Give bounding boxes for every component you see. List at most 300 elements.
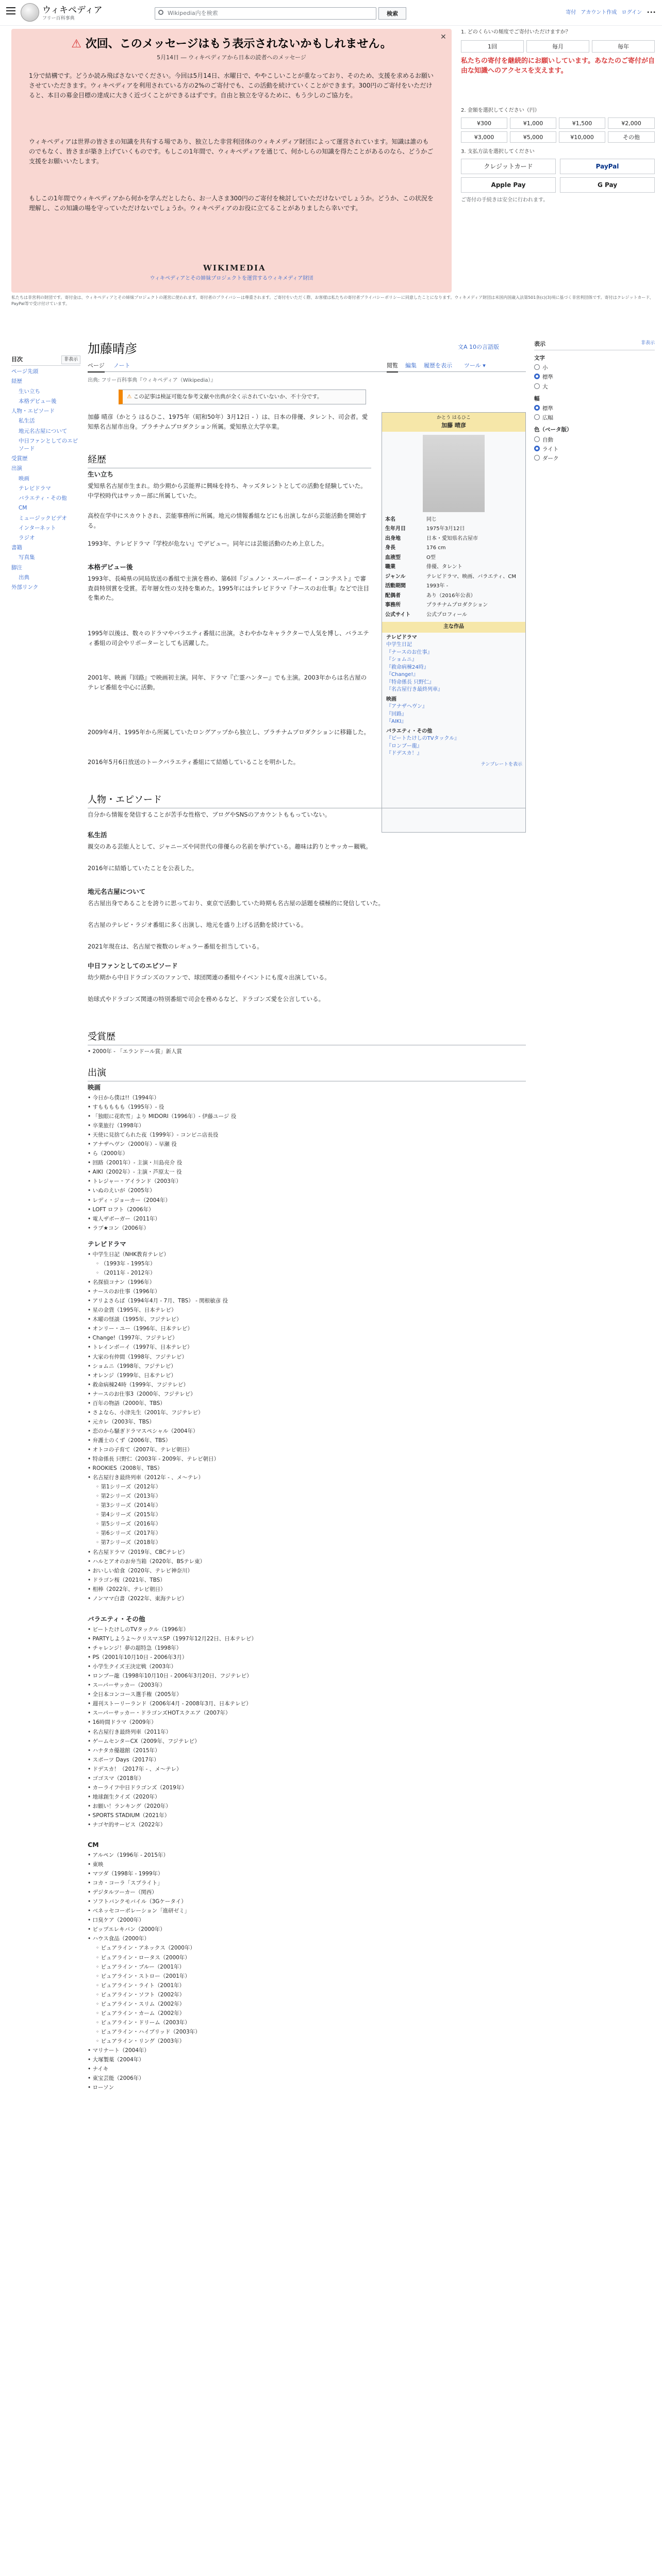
list-item[interactable]: • 名古屋ドラマ（2019年、CBCテレビ） — [88, 1548, 526, 1557]
toc-item[interactable]: ミュージックビデオ — [19, 515, 67, 521]
list-item[interactable]: • レディ・ジョーカー（2004年） — [88, 1196, 526, 1205]
portrait-image[interactable] — [423, 435, 485, 512]
site-header — [0, 0, 662, 26]
infobox-key: 生年月日 — [385, 526, 406, 532]
paragraph: 幼少期から中日ドラゴンズのファンで、球団関連の番組やイベントにも度々出演している。 — [88, 974, 330, 981]
infobox-key: ジャンル — [385, 573, 406, 580]
list-item[interactable]: ◦ ピュアライン・ロータス（2000年） — [88, 1953, 526, 1962]
paragraph: 2016年に結婚していたことを公表した。 — [88, 865, 198, 872]
more-icon[interactable]: ••• — [647, 10, 656, 15]
heading-career: 経歴 — [88, 453, 371, 468]
infobox-row — [382, 582, 525, 591]
works-variety-list — [386, 735, 521, 758]
list-item[interactable]: • LOFT ロフト（2006年） — [88, 1205, 526, 1214]
list-item[interactable]: • ハルとアオのお弁当箱（2020年、BSテレ東） — [88, 1557, 526, 1566]
list-item[interactable]: • ナースのお仕事3（2000年、フジテレビ） — [88, 1389, 526, 1399]
drama-list — [88, 1250, 526, 1603]
amount-question: 2. 金額を選択してください（円） — [461, 108, 540, 113]
infobox — [382, 412, 526, 833]
list-item[interactable]: ◦ （1993年 - 1995年） — [88, 1259, 526, 1268]
pay-paypal-button[interactable]: PayPal — [560, 159, 655, 174]
amount-5000[interactable]: ¥5,000 — [510, 131, 556, 143]
list-item[interactable]: ◦ ピュアライン・ストロー（2001年） — [88, 1972, 526, 1981]
work-item[interactable]: 『回路』 — [386, 711, 407, 717]
appearance-header — [534, 340, 655, 350]
list-item[interactable]: • ナゴヤ的サービス（2022年） — [88, 1820, 526, 1829]
infobox-value: O型 — [426, 554, 436, 561]
list-item[interactable]: • ドラゴン桜（2021年、TBS） — [88, 1575, 526, 1585]
list-item[interactable]: ◦ ピュアライン・ブルー（2001年） — [88, 1962, 526, 1972]
infobox-row — [382, 601, 525, 611]
page-tabs — [88, 361, 526, 372]
tab-edit[interactable]: 編集 — [405, 362, 417, 369]
lead-paragraph: 加藤 晴彦（かとう はるひこ、1975年（昭和50年）3月12日 - ）は、日本の俳優、タレント、司会者。愛知県名古屋市出身。プラチナムプロダクション所属。愛知県立大学卒業。 — [88, 413, 368, 430]
toc-item[interactable]: 人物・エピソード — [11, 408, 55, 415]
toc-item[interactable]: 経歴 — [11, 378, 22, 385]
list-item[interactable]: ◦ ピュアライン・ライト（2001年） — [88, 1981, 526, 1990]
toc-item[interactable]: 脚注 — [11, 564, 22, 571]
infobox-value: あり（2016年公表） — [426, 592, 476, 599]
list-item[interactable]: • オンリー・ユー（1996年、日本テレビ） — [88, 1324, 526, 1333]
paragraph: 名古屋のテレビ・ラジオ番組に多く出演し、地元を盛り上げる活動を続けている。 — [88, 921, 307, 928]
amount-1500[interactable]: ¥1,500 — [559, 117, 605, 129]
list-item[interactable]: • ノンママ白書（2022年、東海テレビ） — [88, 1594, 526, 1603]
search-input[interactable]: Wikipedia内を検索 — [155, 7, 376, 20]
work-item[interactable]: 『Change!』 — [386, 672, 419, 678]
create-account-link[interactable]: アカウント作成 — [581, 10, 617, 15]
amount-1000[interactable]: ¥1,000 — [510, 117, 556, 129]
list-item[interactable]: ◦ 第5シリーズ（2016年） — [88, 1519, 526, 1529]
works-tv-list — [386, 641, 521, 694]
paragraph: 高校在学中にスカウトされ、芸能事務所に所属。地元の情報番組などにも出演しながら芸能活動を開始する。 — [88, 512, 367, 529]
infobox-name: 加藤 晴彦 — [441, 422, 466, 429]
tab-page[interactable]: ページ — [88, 362, 105, 372]
list-item[interactable]: ◦ ピュアライン・ソフト（2002年） — [88, 1990, 526, 1999]
infobox-value: テレビドラマ、映画、バラエティ、CM — [426, 573, 517, 580]
list-item[interactable]: ◦ ピュアライン・リング（2003年） — [88, 2037, 526, 2046]
infobox-row — [382, 534, 525, 544]
paragraph: 始球式やドラゴンズ関連の特別番組で司会を務めるなど、ドラゴンズ愛を公言している。 — [88, 995, 325, 1003]
list-item[interactable]: • 口臭ケア（2000年） — [88, 1916, 526, 1925]
color-radio[interactable]: ダーク — [534, 455, 655, 463]
list-item[interactable]: • 16時間ドラマ（2009年） — [88, 1718, 526, 1727]
heading-film: 映画 — [88, 1083, 101, 1091]
toc-item[interactable]: 地元名古屋について — [19, 428, 68, 434]
pay-apple-button[interactable]: Apple Pay — [461, 177, 556, 193]
paragraph: 1993年、長崎県の同局放送の番組で主演を務め、第6回『ジュノン・スーパーボーイ・コンテスト』で審査員特別賞を受賞。若年層女性の支持を集めた。1995年にはテレビドラマ『ナースのお仕事』などで注目を集めた。 — [88, 575, 369, 602]
variety-list — [88, 1625, 526, 1829]
tab-tools[interactable]: ツール ▾ — [464, 362, 486, 369]
tab-history[interactable]: 履歴を表示 — [424, 362, 452, 369]
list-item[interactable]: • アリよさらば（1994年4月 - 7月、TBS） - 関根敏彦 役 — [88, 1296, 526, 1306]
infobox-key: 活動期間 — [385, 583, 406, 589]
color-radio[interactable]: ライト — [534, 446, 655, 453]
list-item[interactable]: • トレジャー・アイランド（2003年） — [88, 1177, 526, 1186]
infobox-key: 出身地 — [385, 535, 401, 541]
list-item[interactable]: • 特命係長 只野仁（2003年 - 2009年、テレビ朝日） — [88, 1454, 526, 1464]
work-item[interactable]: 『ドデスカ！』 — [386, 751, 422, 757]
wikimedia-logo: WIKIMEDIA — [203, 263, 266, 273]
user-tools — [566, 9, 656, 17]
toc-item[interactable]: ラジオ — [19, 534, 35, 541]
wikipedia-logo[interactable] — [21, 3, 39, 22]
infobox-works-header: 主な作品 — [382, 622, 525, 633]
banner-headline-text: 次回、このメッセージはもう表示されないかもしれません。 — [85, 38, 392, 50]
list-item[interactable]: • 2000年 - 「エランドール賞」新人賞 — [88, 1047, 526, 1056]
work-item[interactable]: 『特命係長 只野仁』 — [386, 679, 435, 685]
monthly-pitch: 私たちの寄付を継続的にお願いしています。あなたのご寄付が自由な知識へのアクセスを支えます。 — [461, 57, 655, 75]
work-item[interactable]: 『AIKI』 — [386, 719, 407, 725]
list-item[interactable]: • ゲームセンターCX（2009年、フジテレビ） — [88, 1737, 526, 1746]
close-icon[interactable]: ✕ — [440, 33, 446, 41]
amount-3000[interactable]: ¥3,000 — [461, 131, 507, 143]
toc-item[interactable]: 受賞歴 — [11, 455, 28, 462]
list-item[interactable]: • ソフトバンクモバイル（3Gケータイ） — [88, 1897, 526, 1906]
list-item[interactable]: • お願い！ランキング（2020年） — [88, 1802, 526, 1811]
list-item[interactable]: • ゴゴスマ（2018年） — [88, 1774, 526, 1783]
search-button[interactable]: 検索 — [378, 7, 406, 20]
freq-monthly-button[interactable]: 毎月 — [526, 40, 589, 53]
list-item[interactable]: • マリナート（2004年） — [88, 2046, 526, 2055]
list-item[interactable]: • 地球創生クイズ（2020年） — [88, 1792, 526, 1802]
infobox-row — [382, 515, 525, 525]
list-item[interactable]: • ナースのお仕事（1996年） — [88, 1287, 526, 1296]
list-item[interactable]: ◦ ピュアライン・スリム（2002年） — [88, 1999, 526, 2009]
list-item[interactable]: • ピップエレキバン（2000年） — [88, 1925, 526, 1934]
infobox-value: プラチナムプロダクション — [426, 602, 488, 608]
toc-list — [11, 368, 80, 591]
infobox-key: 公式サイト — [385, 612, 411, 618]
tab-read[interactable]: 閲覧 — [387, 362, 398, 372]
infobox-value: 1993年 - — [426, 583, 449, 589]
work-item[interactable]: 『ロンブー龍』 — [386, 743, 422, 749]
source-line: 出典: フリー百科事典『ウィキペディア（Wikipedia）』 — [88, 378, 216, 383]
heading-debut: 本格デビュー後 — [88, 563, 133, 571]
paragraph: 愛知県名古屋市生まれ。幼少期から芸能界に興味を持ち、キッズタレントとしての活動を経験していた。中学校時代はサッカー部に所属していた。 — [88, 482, 367, 499]
toc-item[interactable]: 生い立ち — [19, 388, 40, 395]
infobox-row — [382, 591, 525, 601]
paragraph: 2021年現在は、名古屋で複数のレギュラー番組を担当している。 — [88, 943, 263, 950]
list-item[interactable]: • トレインボーイ（1997年、日本テレビ） — [88, 1343, 526, 1352]
work-item[interactable]: 『名古屋行き最終列車』 — [386, 687, 443, 693]
menu-icon[interactable] — [6, 7, 15, 14]
list-item[interactable]: ◦ 第2シリーズ（2013年） — [88, 1492, 526, 1501]
list-item[interactable]: ◦ ピュアライン・カーム（2002年） — [88, 2009, 526, 2018]
list-item[interactable]: ◦ ピュアライン・ハイブリッド（2003年） — [88, 2027, 526, 2037]
list-item[interactable]: • 中学生日記（NHK教育テレビ） — [88, 1250, 526, 1259]
pay-card-button[interactable]: クレジットカード — [461, 159, 556, 174]
paragraph: 親交のある芸能人として、ジャニーズや同世代の俳優らの名前を挙げている。趣味は釣りとサッカー観戦。 — [88, 843, 372, 850]
list-item[interactable]: • 相棒（2022年、テレビ朝日） — [88, 1585, 526, 1594]
list-item[interactable]: • ハウス食品（2000年） — [88, 1934, 526, 1943]
toc-item[interactable]: バラエティ・その他 — [19, 495, 67, 502]
infobox-value: 176 cm — [426, 545, 446, 551]
toc-item[interactable]: 映画 — [19, 475, 29, 482]
list-item[interactable]: • 大塚製薬（2004年） — [88, 2055, 526, 2064]
width-radio[interactable]: 標準 — [534, 405, 655, 413]
secure-note: ご寄付の手続きは安全に行われます。 — [461, 197, 549, 203]
list-item[interactable]: • 名古屋行き最終列車（2012年 - 、メ〜テレ） — [88, 1473, 526, 1482]
paragraph: 2009年4月、1995年から所属していたロングアップから独立し、プラチナムプロダクションに移籍した。 — [88, 728, 370, 736]
list-item[interactable]: • 週刊ストーリーランド（2006年4月 - 2008年3月、日本テレビ） — [88, 1699, 526, 1708]
toc-item[interactable]: 本格デビュー後 — [19, 398, 57, 404]
list-item[interactable]: • さよなら、小津先生（2001年、フジテレビ） — [88, 1408, 526, 1417]
appearance-panel — [534, 340, 655, 463]
list-item[interactable]: • ハナタカ優越館（2015年） — [88, 1746, 526, 1755]
list-item[interactable]: • 天使に見捨てられた夜（1999年）- コンビニ店長役 — [88, 1130, 526, 1140]
text-size-radio[interactable]: 小 — [534, 364, 655, 372]
template-link[interactable]: テンプレートを表示 — [481, 761, 522, 767]
list-item[interactable]: • コカ・コーラ「スプライト」 — [88, 1878, 526, 1888]
list-item[interactable]: • PS（2001年10月10日 - 2006年3月） — [88, 1653, 526, 1662]
alert-icon: ⚠ — [71, 38, 86, 50]
list-item[interactable]: • ドデスカ！（2017年 - 、メ〜テレ） — [88, 1765, 526, 1774]
donate-link[interactable]: 寄付 — [566, 10, 576, 15]
film-list — [88, 1093, 526, 1233]
heading-variety: バラエティ・その他 — [88, 1615, 145, 1623]
list-item[interactable]: • いぬのえいが（2005年） — [88, 1186, 526, 1195]
toc-item[interactable]: 中日ファンとしてのエピソード — [19, 437, 78, 452]
amount-10000[interactable]: ¥10,000 — [559, 131, 605, 143]
heading-private: 私生活 — [88, 831, 107, 839]
banner-subline: 5月14日 ― ウィキペディアから日本の読者へのメッセージ — [157, 54, 306, 61]
list-item[interactable]: • ロンブー龍（1998年10月10日 - 2006年3月20日、フジテレビ） — [88, 1671, 526, 1681]
list-item[interactable]: • アナザヘヴン（2000年）- 早瀬 役 — [88, 1140, 526, 1149]
heading-early-life: 生い立ち — [88, 470, 114, 478]
toc-item[interactable]: 書籍 — [11, 545, 22, 551]
toc-item[interactable]: CM — [19, 505, 27, 512]
list-item[interactable]: • ショムニ（1998年、フジテレビ） — [88, 1362, 526, 1371]
infobox-row — [382, 611, 525, 620]
list-item[interactable]: • ROOKIES（2008年、TBS） — [88, 1464, 526, 1473]
infobox-row — [382, 563, 525, 572]
list-item[interactable]: • 東宝芸能（2006年） — [88, 2074, 526, 2083]
list-item[interactable]: • すももももも（1995年）- 役 — [88, 1103, 526, 1112]
donation-legal-note: 私たちは非営利の財団です。寄付金は、ウィキペディアとその姉妹プロジェクトの運営に使われます。寄付者のプライバシーは尊重されます。ご寄付をいただく際、お客様は私たちの寄付者プライバシーポリシーに同意したことになります。ウィキメディア財団は米国内国歳入法第501条(c)(3)項に基づく非営利団体です。寄付はクレジットカード、PayPal等で受け付けています。 — [11, 295, 654, 306]
works-film-list — [386, 703, 521, 726]
work-item[interactable]: 『アナザヘヴン』 — [386, 704, 427, 710]
width-label: 幅 — [534, 395, 540, 402]
list-item[interactable]: • ローソン — [88, 2083, 526, 2092]
list-item[interactable]: • 星の金貨（1995年、日本テレビ） — [88, 1306, 526, 1315]
infobox-row — [382, 572, 525, 582]
infobox-key: 配偶者 — [385, 592, 401, 599]
infobox-key: 本名 — [385, 516, 395, 522]
list-item[interactable]: • 木曜の怪談（1995年、フジテレビ） — [88, 1315, 526, 1324]
infobox-header — [382, 413, 525, 432]
banner-paragraph-3: もしこの1年間でウィキペディアから何かを学んだとしたら、お一人さま300円のご寄付を検討していただけないでしょうか。どうか、この状況を理解し、この知識の場を守っていただけないでしょうか。ウィキペディアのお役に立てることがありましたら幸いです。 — [29, 195, 434, 212]
banner-paragraph-2: ウィキペディアは世界の皆さまの知識を共有する場であり、独立した非営利団体のウィキメディア財団によって運営されています。知識は誰のものでもなく、皆さまが築き上げていくものです。もしこの1年間で、ウィキペディアを通じて、何かしらの知識を得たことがあるのなら、どうかご支援をお願いいたします。 — [29, 138, 434, 165]
list-item[interactable]: • 名探偵コナン（1996年） — [88, 1278, 526, 1287]
banner-footer-link[interactable]: ウィキペディアとその姉妹プロジェクトを運営するウィキメディア財団 — [150, 276, 313, 281]
list-item[interactable]: • AIKI（2002年）- 主演・芦原太一 役 — [88, 1167, 526, 1177]
list-item[interactable]: • 百年の物語（2000年、TBS） — [88, 1399, 526, 1408]
language-button[interactable]: 文A 10の言語版 — [458, 344, 500, 350]
list-item[interactable]: ◦ ピュアライン・アネックス（2000年） — [88, 1943, 526, 1953]
toc-item[interactable]: 写真集 — [19, 554, 35, 561]
text-size-options — [534, 364, 655, 391]
color-label: 色（ベータ版） — [534, 427, 572, 433]
toc-item[interactable]: 外部リンク — [11, 584, 39, 591]
heading-awards: 受賞歴 — [88, 1030, 526, 1045]
list-item[interactable]: • 名古屋行き最終列車（2011年） — [88, 1727, 526, 1737]
infobox-value: 日本・愛知県名古屋市 — [426, 535, 478, 541]
paragraph: 自分から情報を発信することが苦手な性格で、ブログやSNSのアカウントももっていない。 — [88, 811, 331, 818]
paragraph: 2016年5月6日放送のトークバラエティ番組にて結婚していることを明かした。 — [88, 758, 300, 766]
list-item[interactable]: • ら（2000年） — [88, 1149, 526, 1158]
list-item[interactable]: • スーパーサッカー・ドラゴンズHOTスクエア（2007年） — [88, 1708, 526, 1718]
infobox-row — [382, 524, 525, 534]
infobox-value: 同じ — [426, 516, 437, 522]
heading-nagoya: 地元名古屋について — [88, 888, 146, 895]
work-item[interactable]: 『ショムニ』 — [386, 657, 417, 663]
list-item[interactable]: • 東映 — [88, 1860, 526, 1869]
tagline: フリー百科事典 — [42, 16, 75, 21]
list-item[interactable]: • おいしい給食（2020年、テレビ神奈川） — [88, 1566, 526, 1575]
toc-item[interactable]: 私生活 — [19, 418, 35, 425]
list-item[interactable]: ◦ 第7シリーズ（2018年） — [88, 1538, 526, 1547]
list-item[interactable]: • 全日本コンコース選手権（2005年） — [88, 1690, 526, 1699]
infobox-key: 職業 — [385, 564, 395, 570]
list-item[interactable]: • 元カレ（2003年、TBS） — [88, 1417, 526, 1427]
width-radio[interactable]: 広幅 — [534, 414, 655, 422]
payment-question: 3. 支払方法を選択してください — [461, 149, 535, 155]
list-item[interactable]: • ラブ★コン（2006年） — [88, 1224, 526, 1233]
list-item[interactable]: • スーパーサッカー（2003年） — [88, 1681, 526, 1690]
heading-dragons: 中日ファンとしてのエピソード — [88, 962, 178, 970]
list-item[interactable]: • 回路（2001年）- 主演・川島亮介 役 — [88, 1158, 526, 1167]
banner-headline — [11, 36, 452, 53]
work-item[interactable]: 『ナースのお仕事』 — [386, 649, 433, 655]
color-radio[interactable]: 自動 — [534, 436, 655, 444]
heading-appearances: 出演 — [88, 1066, 526, 1081]
list-item[interactable]: • 弁護士のくず（2006年、TBS） — [88, 1436, 526, 1445]
heading-drama: テレビドラマ — [88, 1240, 126, 1248]
work-item[interactable]: 中学生日記 — [386, 642, 412, 648]
list-item[interactable]: • スポーツ Days（2017年） — [88, 1755, 526, 1765]
amount-2000[interactable]: ¥2,000 — [608, 117, 655, 129]
list-item[interactable]: • 「独眼に花吹雪」より MIDORI（1996年）- 伊藤ユージ 役 — [88, 1112, 526, 1121]
paragraph: 名古屋出身であることを誇りに思っており、東京で活動していた時期も名古屋の話題を積極的に発信していた。 — [88, 900, 384, 907]
list-item[interactable]: • デジタルツーカー（関西） — [88, 1888, 526, 1897]
list-item[interactable]: • PARTYしようよ〜クリスマスSP（1997年12月22日、日本テレビ） — [88, 1634, 526, 1643]
works-film-label: 映画 — [386, 696, 396, 702]
banner-paragraph-1: 1分で結構です。どうか読み飛ばさないでください。今回は5月14日、水曜日で、ややこしいことが重なっており、そのため、支援を求めるお願いさせていただきます。ウィキペディアを利用されている方の2%のご寄付でも、この活動を続けていくことができます。300円のご寄付をいただけると、本日の募金目標の達成に大きく近づくことができるはずです。自由と独立を守るために、もう少しのご協力を。 — [29, 72, 434, 99]
heading-cm: CM — [88, 1841, 99, 1849]
list-item[interactable]: • 今日から僕は!!（1994年） — [88, 1093, 526, 1103]
list-item[interactable]: ◦ 第4シリーズ（2015年） — [88, 1510, 526, 1519]
work-item[interactable]: 『救命病棟24時』 — [386, 664, 429, 670]
paragraph: 2001年、映画『回路』で映画初主演。同年、ドラマ『亡霊ハンター』でも主演。2003年からは名古屋のテレビ番組を中心に活動。 — [88, 674, 367, 691]
list-item[interactable]: • 大家の有仲間（1998年、フジテレビ） — [88, 1352, 526, 1362]
list-item[interactable]: • ビートたけしのTVタックル（1996年） — [88, 1625, 526, 1634]
toc-item[interactable]: ページ先頭 — [11, 368, 39, 375]
infobox-value: 1975年3月12日 — [426, 526, 465, 532]
wordmark[interactable]: ウィキペディア — [42, 5, 103, 15]
infobox-kana: かとう はるひこ — [437, 415, 471, 420]
list-item[interactable]: ◦ ピュアライン・ドリーム（2003年） — [88, 2018, 526, 2027]
appearance-title: 表示 — [534, 341, 545, 347]
infobox-works — [382, 633, 525, 759]
login-link[interactable]: ログイン — [621, 10, 642, 15]
infobox-rows — [382, 515, 525, 620]
freq-once-button[interactable]: 1回 — [461, 40, 524, 53]
list-item[interactable]: • 電人ザボーガー（2011年） — [88, 1214, 526, 1224]
list-item[interactable]: • ナイキ — [88, 2064, 526, 2074]
donation-form — [461, 29, 655, 293]
toc-item[interactable]: インターネット — [19, 524, 56, 531]
works-tv-label: テレビドラマ — [386, 634, 417, 640]
pay-google-button[interactable]: G Pay — [560, 177, 655, 193]
page-title: 加藤晴彦 — [88, 342, 137, 356]
list-item[interactable]: • カーライフ中日ドラゴンズ（2019年） — [88, 1783, 526, 1792]
list-item[interactable]: ◦ （2011年 - 2012年） — [88, 1268, 526, 1278]
list-item[interactable]: ◦ 第3シリーズ（2014年） — [88, 1501, 526, 1510]
infobox-value: 俳優、タレント — [426, 564, 462, 570]
list-item[interactable]: • チャレンジ！夢の超特急（1998年） — [88, 1643, 526, 1653]
donation-banner — [11, 29, 452, 293]
toc-hide-button[interactable]: 非表示 — [61, 355, 80, 364]
list-item[interactable]: • マツダ（1998年 - 1999年） — [88, 1869, 526, 1878]
infobox-row — [382, 553, 525, 563]
text-size-label: 文字 — [534, 354, 545, 361]
maintenance-notice — [119, 389, 366, 404]
freq-yearly-button[interactable]: 毎年 — [592, 40, 655, 53]
color-options — [534, 436, 655, 463]
list-item[interactable]: • Change!（1997年、フジテレビ） — [88, 1333, 526, 1343]
amount-300[interactable]: ¥300 — [461, 117, 507, 129]
infobox-key: 身長 — [385, 545, 395, 551]
heading-person: 人物・エピソード — [88, 793, 526, 808]
toc-item[interactable]: 出演 — [11, 465, 22, 472]
toc-item[interactable]: テレビドラマ — [19, 485, 51, 492]
list-item[interactable]: ◦ 第6シリーズ（2017年） — [88, 1529, 526, 1538]
list-item[interactable]: • ベネッセコーポレーション「進研ゼミ」 — [88, 1906, 526, 1916]
cm-list — [88, 1851, 526, 2092]
toc-item[interactable]: 出典 — [19, 574, 29, 581]
text-size-radio[interactable]: 標準 — [534, 374, 655, 381]
list-item[interactable]: • オレンジ（1999年、日本テレビ） — [88, 1371, 526, 1380]
list-item[interactable]: • 小学生クイズ王決定戦（2003年） — [88, 1662, 526, 1671]
list-item[interactable]: ◦ 第1シリーズ（2012年） — [88, 1482, 526, 1492]
work-item[interactable]: 『ビートたけしのTVタックル』 — [386, 736, 460, 742]
frequency-question: 1. どのくらいの頻度でご寄付いただけますか？ — [461, 29, 571, 35]
list-item[interactable]: • アルペン（1996年 - 2015年） — [88, 1851, 526, 1860]
infobox-key: 血液型 — [385, 554, 401, 561]
paragraph: 1993年、テレビドラマ『学校が危ない』でデビュー。同年には芸能活動のため上京した。 — [88, 540, 328, 547]
list-item[interactable]: • 恋のから騒ぎドラマスペシャル（2004年） — [88, 1427, 526, 1436]
search-icon — [158, 10, 163, 15]
list-item[interactable]: • オトコの子育て（2007年、テレビ朝日） — [88, 1445, 526, 1454]
list-item[interactable]: • 卒業旅行（1998年） — [88, 1121, 526, 1130]
tab-talk[interactable]: ノート — [113, 362, 130, 369]
toc-title: 目次 — [11, 356, 23, 363]
toc-header — [11, 355, 80, 366]
paragraph: 1995年以後は、数々のドラマやバラエティ番組に出演。さわやかなキャラクターで人気を博し、バラエティ番組の司会やリポーターとしても活躍した。 — [88, 630, 369, 647]
amount-other-input[interactable]: その他 — [608, 131, 655, 143]
width-options — [534, 405, 655, 422]
list-item[interactable]: • SPORTS STADIUM（2021年） — [88, 1811, 526, 1820]
infobox-value: 公式プロフィール — [426, 612, 467, 618]
infobox-row — [382, 544, 525, 553]
table-of-contents — [11, 355, 80, 591]
appearance-hide-button[interactable]: 非表示 — [640, 341, 655, 346]
list-item[interactable]: • 救命病棟24時（1999年、フジテレビ） — [88, 1380, 526, 1389]
article — [88, 340, 526, 2576]
awards-list — [88, 1047, 526, 1056]
notice-text: この記事は検証可能な参考文献や出典が全く示されていないか、不十分です。 — [133, 394, 323, 400]
text-size-radio[interactable]: 大 — [534, 383, 655, 391]
